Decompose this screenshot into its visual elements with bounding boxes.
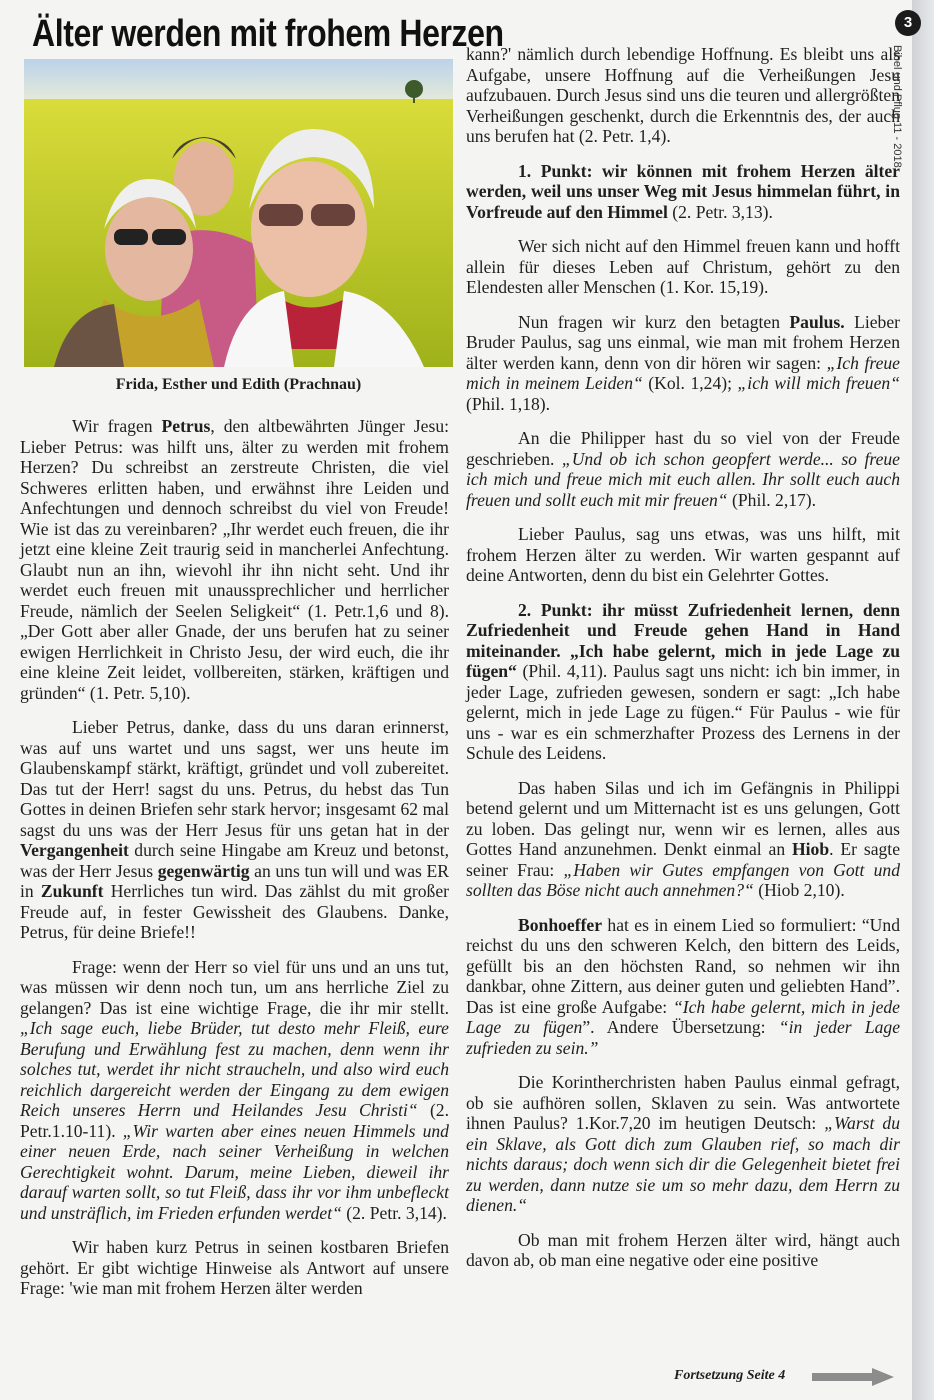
paragraph: kann?' nämlich durch lebendige Hoffnung. Es bleibt uns als Aufgabe, unsere Hoffnung auf die Verheißungen Jesu aufzubauen. Durch Jesus sind uns die teuren und allergrößten Verheißungen geschenkt, durch die Erkenntnis des, der auch uns berufen hat (2. Petr. 1,4). bbox=[466, 44, 900, 146]
continued-notice: Fortsetzung Seite 4 bbox=[674, 1368, 786, 1383]
paragraph: Lieber Paulus, sag uns etwas, was uns hilft, mit frohem Herzen älter zu werden. Wir warten gespannt auf deine Antworten, denn du bist ein Gelehrter Gottes. bbox=[466, 524, 900, 585]
left-text-column bbox=[20, 416, 449, 1313]
photo-three-women-rapeseed-field bbox=[24, 59, 453, 367]
point-2-paragraph: 2. Punkt: ihr müsst Zufriedenheit lernen, denn Zufriedenheit und Freude gehen Hand in Hand miteinander. „Ich habe gelernt, mich in jede Lage zu fügen“ (Phil. 4,11). Paulus sagt uns nicht: ich bin immer, in jeder Lage, zufrieden gewesen, sondern er sagt: „Ich habe gelernt, mich in jede Lage zu fügen.“ Für Paulus - wie für uns - war es ein schmerzhafter Prozess des Lernens in der Schule des Leidens. bbox=[466, 599, 900, 763]
photo-illustration bbox=[24, 59, 453, 367]
paragraph: An die Philipper hast du so viel von der Freude geschrieben. „Und ob ich schon geopfert werde... so freue ich mich und freue mich mit euch allen. Ihr sollt euch auch freuen und sollt euch mit mir freuen“ (Phil. 2,17). bbox=[466, 428, 900, 510]
page-number-badge: 3 bbox=[895, 10, 921, 36]
paragraph: Nun fragen wir kurz den betagten Paulus. Lieber Bruder Paulus, sag uns einmal, wie man mit frohem Herzen älter werden kann, denn von dir hören wir sagen: „Ich freue mich in meinem Leiden“ (Kol. 1,24); „ich will mich freuen“ (Phil. 1,18). bbox=[466, 311, 900, 414]
paragraph: Wir fragen Petrus, den altbewährten Jünger Jesu: Lieber Petrus: was hilft uns, älter zu werden mit frohem Herzen? Du schreibst an zerstreute Christen, die viel Schweres erlitten haben, und erwähnst ihre Leiden und Anfechtungen und dennoch schreibst du viel von Freude! Wie ist das zu vereinbaren? „Ihr werdet euch freuen, die ihr jetzt eine kleine Zeit traurig seid in mancherlei Anfechtung. Glaubt nun an ihn, wievohl ihr ihn nicht seht. Und ihr werdet euch freuen mit unaussprechlicher und herrlicher Freude, nämlich der Seelen Seligkeit“ (1. Petr.1,6 und 8). „Der Gott aber aller Gnade, der uns berufen hat zu seiner ewigen Herrlichkeit in Christo Jesu, der wird euch, die ihr eine kleine Zeit leidet, vollbereiten, stärken, kräftigen und gründen“ (1. Petr. 5,10). bbox=[20, 416, 449, 703]
side-publication-label: Bibel und Pflug 11 - 2018 bbox=[891, 45, 903, 168]
arrow-right-icon bbox=[812, 1368, 894, 1386]
paragraph: Die Korintherchristen haben Paulus einmal gefragt, ob sie aufhören sollen, Sklaven zu sein. Was antwortete ihnen Paulus? 1.Kor.7,20 im heutigen Deutsch: „Warst du ein Sklave, als Gott dich zum Glauben rief, so mach dir nichts daraus; doch wenn sich dir die Gelegenheit bietet frei zu werden, dann nutze sie um so mehr dazu, dem Herrn zu dienen.“ bbox=[466, 1072, 900, 1215]
article-title: Älter werden mit frohem Herzen bbox=[32, 12, 504, 55]
right-text-column bbox=[466, 44, 900, 1285]
paragraph: Frage: wenn der Herr so viel für uns und an uns tut, was müssen wir denn noch tun, um ans herrliche Ziel zu gelangen? Das ist eine wichtige Frage, die ihr mir stellt. „Ich sage euch, liebe Brüder, tut desto mehr Fleiß, eure Berufung und Erwählung fest zu machen, denn wenn ihr solches tut, werdet ihr nicht straucheln, und also wird euch reichlich dargereicht werden der Eingang zu dem ewigen Reich unseres Herrn und Heilandes Jesu Christi“ (2. Petr.1.10-11). „Wir warten aber eines neuen Himmels und einer neuen Erde, nach seiner Verheißung in welchen Gerechtigkeit wohnt. Darum, meine Lieben, dieweil ihr darauf warten sollt, so tut Fleiß, dass ihr vor ihm unbefleckt und unsträflich, im Frieden erfunden werdet“ (2. Petr. 3,14). bbox=[20, 956, 449, 1223]
paragraph: Ob man mit frohem Herzen älter wird, hängt auch davon ab, ob man eine negative oder eine positive bbox=[466, 1229, 900, 1270]
paragraph: Wer sich nicht auf den Himmel freuen kann und hofft allein für dieses Leben auf Christum, gehört zu den Elendesten aller Menschen (1. Kor. 15,19). bbox=[466, 236, 900, 297]
paragraph: Bonhoeffer hat es in einem Lied so formuliert: “Und reichst du uns den schweren Kelch, den bittern des Leids, gefüllt bis an den höchsten Rand, so nehmen wir ihn dankbar, ohne Zittern, aus deiner guten und geliebten Hand”. Das ist eine große Aufgabe: “Ich habe gelernt, mich in jede Lage zu fügen”. Andere Übersetzung: “in jeder Lage zufrieden zu sein.” bbox=[466, 914, 901, 1058]
point-1-paragraph: 1. Punkt: wir können mit frohem Herzen älter werden, weil uns unser Weg mit Jesus himmelan führt, in Vorfreude auf den Himmel (2. Petr. 3,13). bbox=[466, 160, 900, 222]
paragraph: Lieber Petrus, danke, dass du uns daran erinnerst, was auf uns wartet und uns sagst, wer uns heute im Glaubenskampf stärkt, kräftigt, gründet und voll zubereitet. Das tut der Herr! sagst du uns. Petrus, du hebst das Tun Gottes in deinen Briefen sehr stark hervor; insgesamt 62 mal sagst du uns was der Herr Jesus für uns getan hat in der Vergangenheit durch seine Hingabe am Kreuz und betonst, was der Herr Jesus gegenwärtig an uns tun will und was ER in Zukunft Herrliches tun wird. Das zählst du mit großer Freude auf, in fester Gewissheit des Glaubens. Danke, Petrus, für deine Briefe!! bbox=[20, 717, 449, 942]
paragraph: Das haben Silas und ich im Gefängnis in Philippi betend gelernt und um Mitternacht ist es uns gelungen, Gott zu loben. Das gelingt nur, wenn wir es lernen, alles aus Gottes Hand anzunehmen. Denkt einmal an Hiob. Er sagte seiner Frau: „Haben wir Gutes empfangen von Gott und sollten das Böse nicht auch annehmen?“ (Hiob 2,10). bbox=[466, 777, 901, 900]
photo-caption: Frida, Esther und Edith (Prachnau) bbox=[115, 376, 362, 393]
paragraph: Wir haben kurz Petrus in seinen kostbaren Briefen gehört. Er gibt wichtige Hinweise als Antwort auf unsere Frage: 'wie man mit frohem Herzen älter werden bbox=[20, 1237, 449, 1298]
page-edge bbox=[912, 0, 934, 1400]
